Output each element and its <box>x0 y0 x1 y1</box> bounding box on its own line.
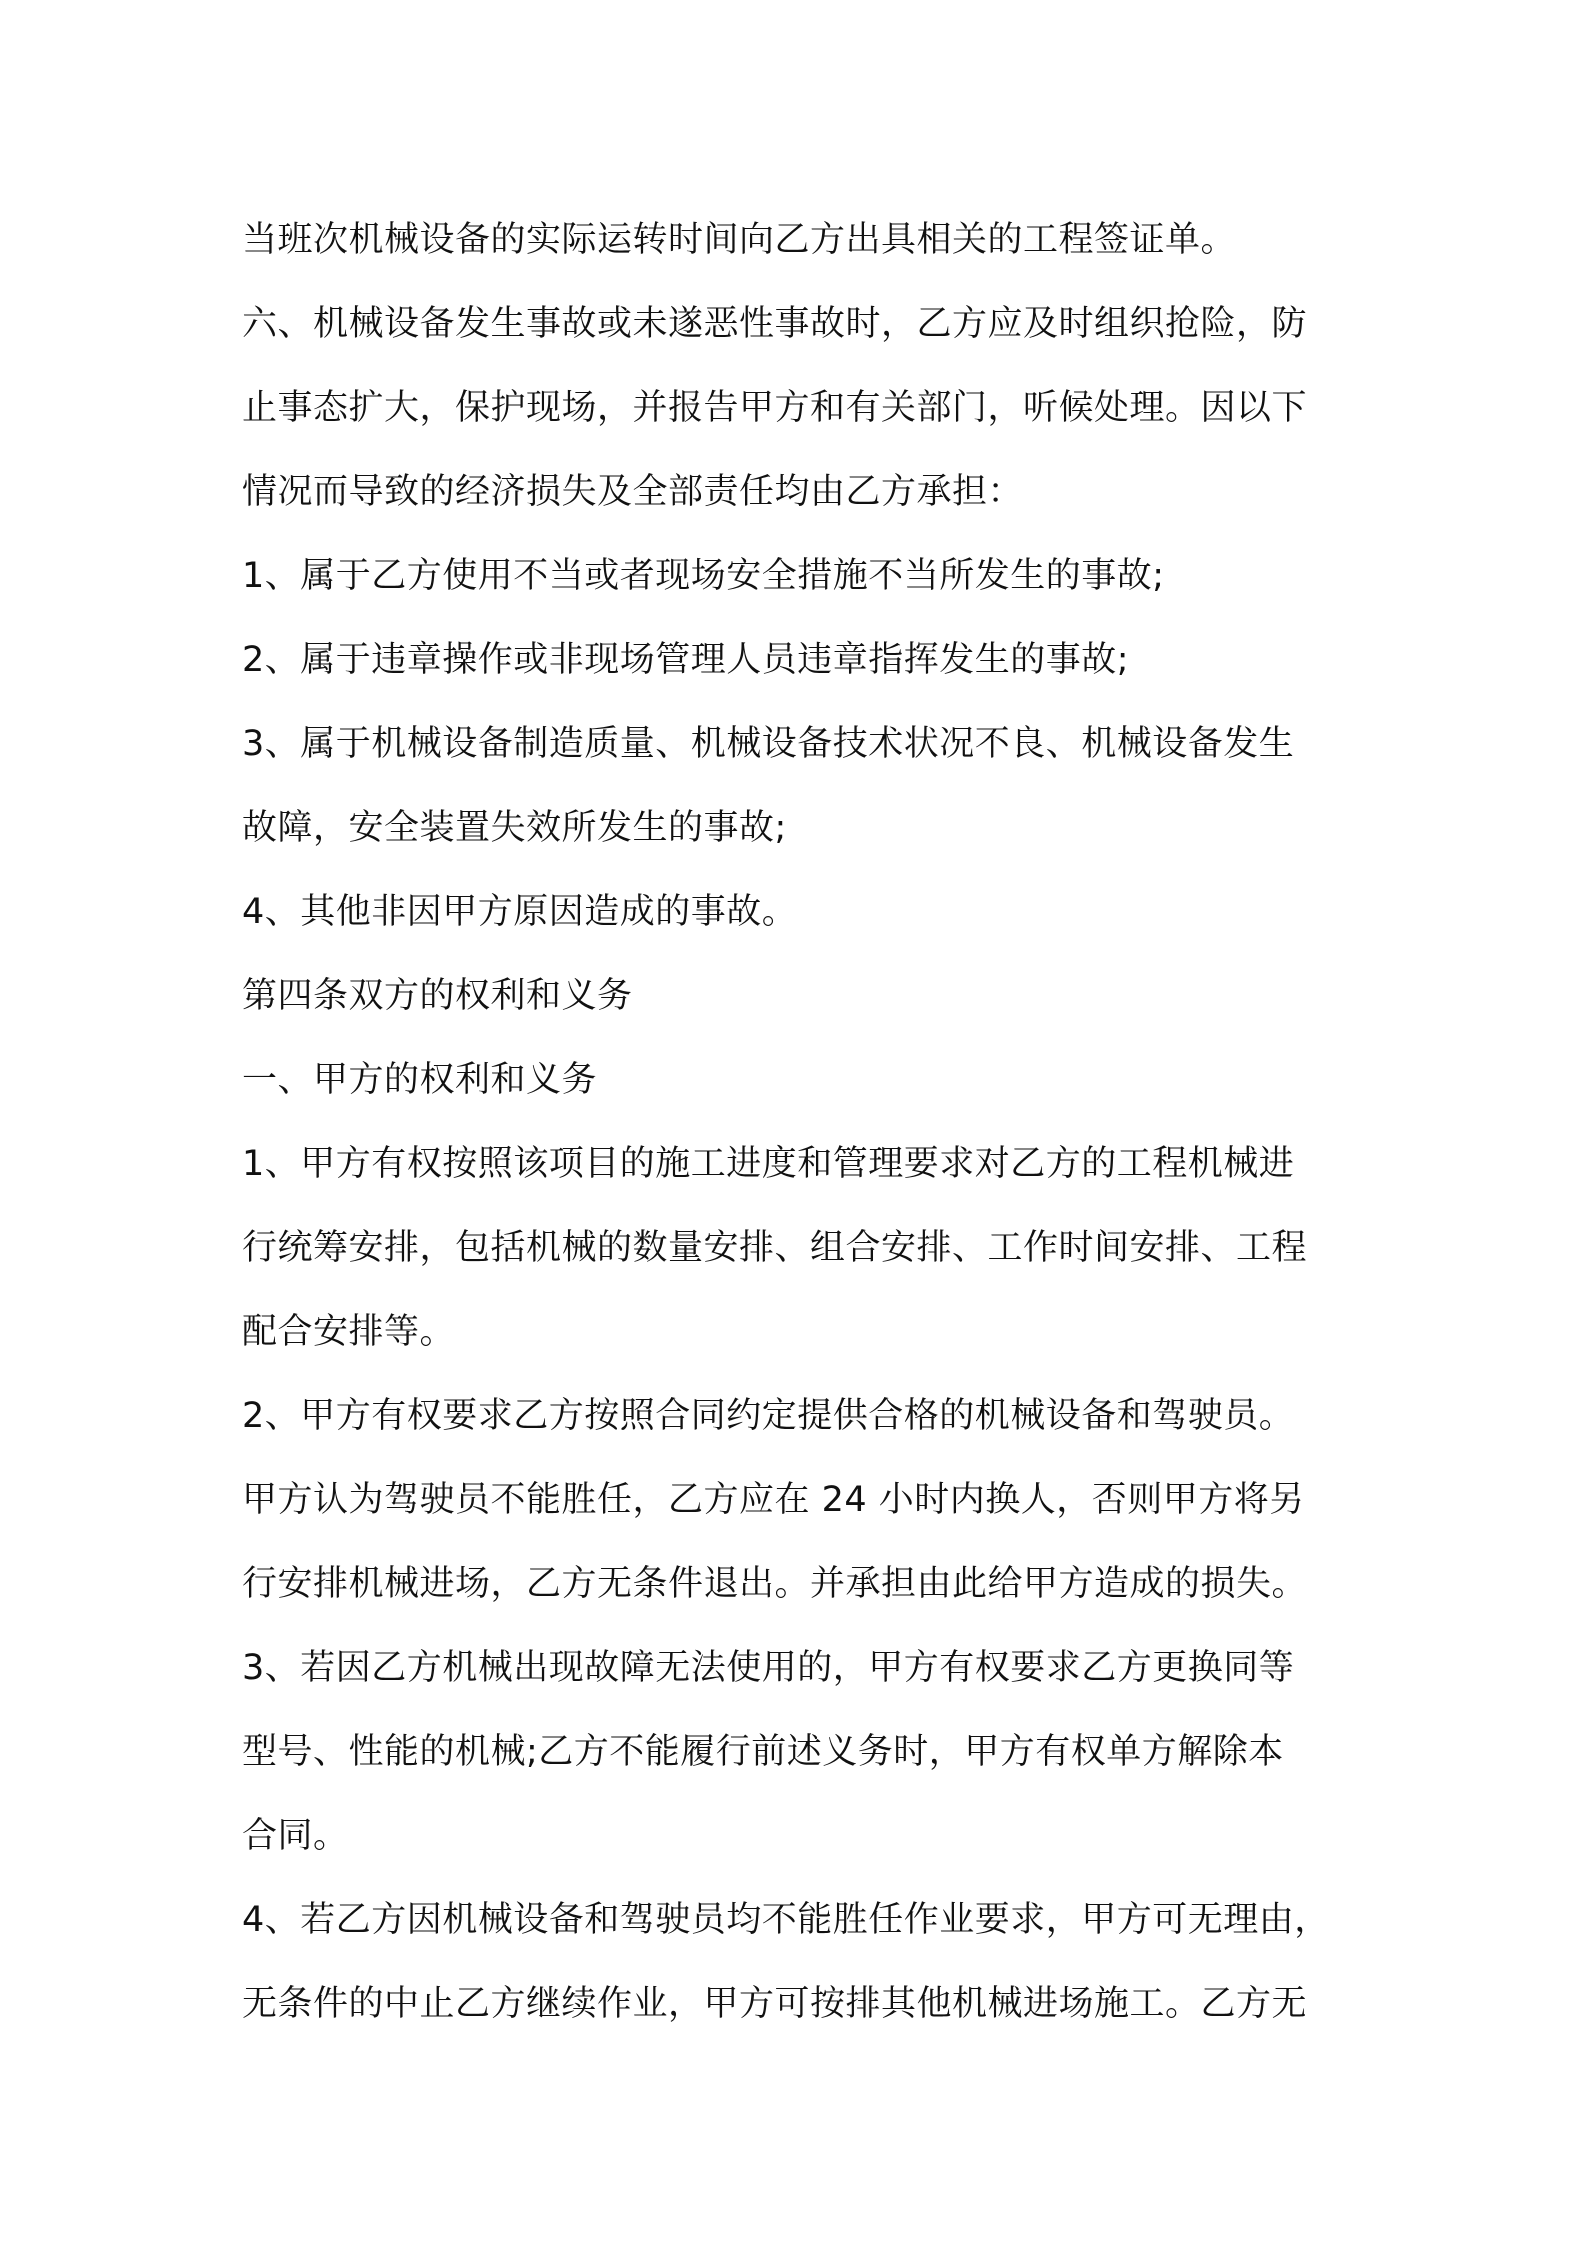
section-heading: 第四条双方的权利和义务 <box>242 976 633 1016</box>
text-line: 1、属于乙方使用不当或者现场安全措施不当所发生的事故; <box>242 556 1165 596</box>
text-line: 4、若乙方因机械设备和驾驶员均不能胜任作业要求，甲方可无理由， <box>242 1900 1330 1940</box>
text-line: 2、属于违章操作或非现场管理人员违章指挥发生的事故; <box>242 640 1130 680</box>
document-body <box>242 198 1362 2046</box>
text-line: 六、机械设备发生事故或未遂恶性事故时，乙方应及时组织抢险，防 <box>242 304 1308 344</box>
text-line: 当班次机械设备的实际运转时间向乙方出具相关的工程签证单。 <box>242 220 1237 260</box>
text-line: 配合安排等。 <box>242 1312 456 1352</box>
text-line: 行统筹安排，包括机械的数量安排、组合安排、工作时间安排、工程 <box>242 1228 1308 1268</box>
text-line: 3、属于机械设备制造质量、机械设备技术状况不良、机械设备发生 <box>242 724 1295 764</box>
text-line: 无条件的中止乙方继续作业，甲方可按排其他机械进场施工。乙方无 <box>242 1984 1308 2024</box>
text-line: 故障，安全装置失效所发生的事故; <box>242 808 787 848</box>
text-line: 止事态扩大，保护现场，并报告甲方和有关部门，听候处理。因以下 <box>242 388 1308 428</box>
text-line: 行安排机械进场，乙方无条件退出。并承担由此给甲方造成的损失。 <box>242 1564 1308 1604</box>
text-line: 型号、性能的机械;乙方不能履行前述义务时，甲方有权单方解除本 <box>242 1732 1284 1772</box>
text-line: 2、甲方有权要求乙方按照合同约定提供合格的机械设备和驾驶员。 <box>242 1396 1295 1436</box>
text-line: 情况而导致的经济损失及全部责任均由乙方承担： <box>242 472 1024 512</box>
subsection-heading: 一、甲方的权利和义务 <box>242 1060 598 1100</box>
text-line: 1、甲方有权按照该项目的施工进度和管理要求对乙方的工程机械进 <box>242 1144 1295 1184</box>
text-line: 4、其他非因甲方原因造成的事故。 <box>242 892 798 932</box>
text-line: 3、若因乙方机械出现故障无法使用的，甲方有权要求乙方更换同等 <box>242 1648 1295 1688</box>
text-line: 甲方认为驾驶员不能胜任，乙方应在 24 小时内换人，否则甲方将另 <box>242 1480 1305 1520</box>
text-line: 合同。 <box>242 1816 349 1856</box>
